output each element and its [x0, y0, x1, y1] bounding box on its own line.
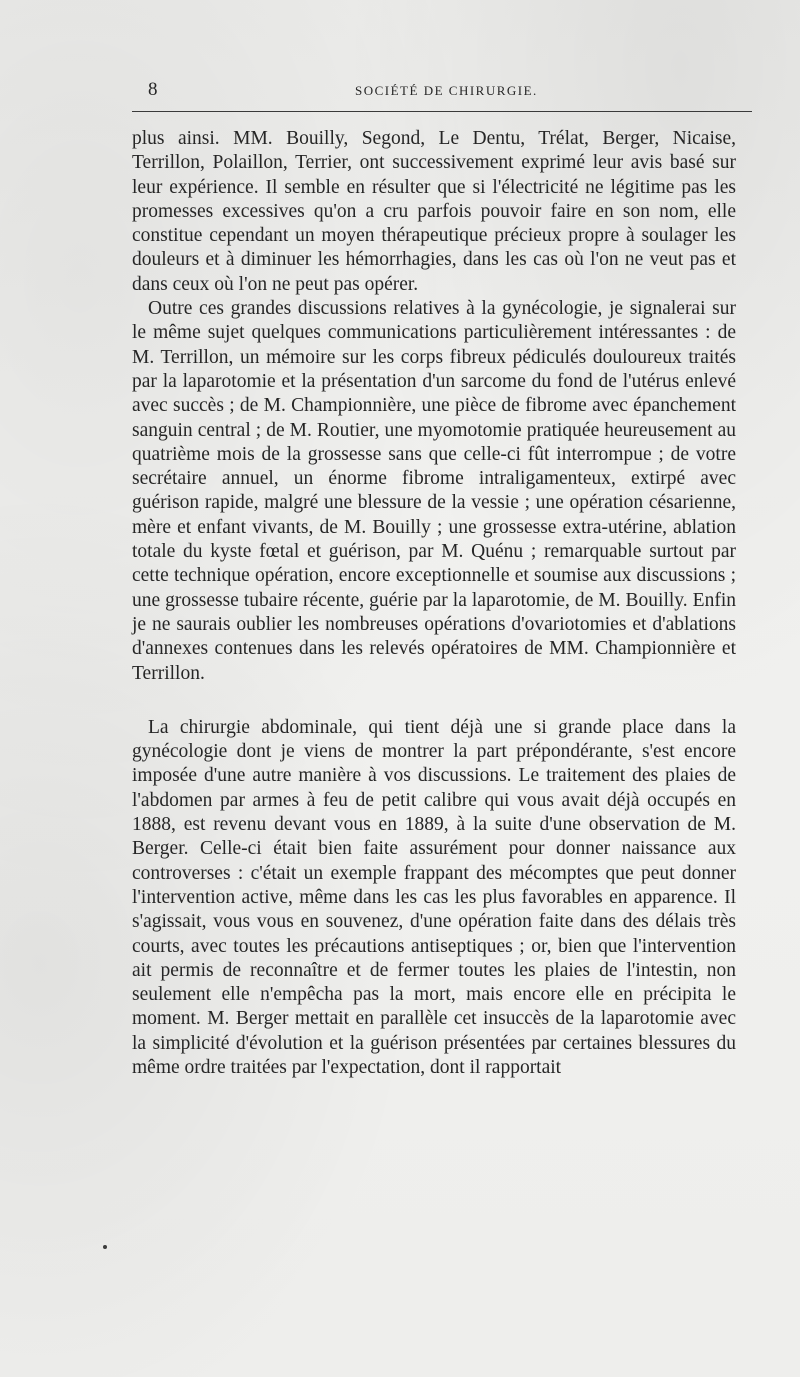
body-text — [132, 127, 736, 1080]
paragraph-gynecology-communications: Outre ces grandes discussions relatives à la gynécologie, je signalerai sur le même sujet quelques communications particulièrement intéressantes : de M. Terrillon, un mémoire sur les corps fibreux pédiculés douloureux traités par la laparotomie et la présentation d'un sarcome du fond de l'utérus enlevé avec succès ; de M. Championnière, une pièce de fibrome avec épanchement sanguin central ; de M. Routier, une myomotomie pratiquée heureusement au quatrième mois de la grossesse sans que celle-ci fût interrompue ; de votre secrétaire annuel, un énorme fibrome intraligamenteux, extirpé avec guérison rapide, malgré une blessure de la vessie ; une opération césarienne, mère et enfant vivants, de M. Bouilly ; une grossesse extra-utérine, ablation totale du kyste fœtal et guérison, par M. Quénu ; remarquable surtout par cette technique opération, encore exceptionnelle et soumise aux discussions ; une grossesse tubaire récente, guérie par la laparotomie, de M. Bouilly. Enfin je ne saurais oublier les nombreuses opérations d'ovariotomies et d'ablations d'annexes contenues dans les relevés opératoires de MM. Championnière et Terrillon. — [132, 298, 736, 684]
header-rule — [132, 111, 752, 112]
ink-speck — [103, 1245, 107, 1249]
paragraph-continuation: plus ainsi. MM. Bouilly, Segond, Le Dentu, Trélat, Berger, Nicaise, Terrillon, Polaillon, Terrier, ont successivement exprimé leur avis basé sur leur expérience. Il semble en résulter que si l'électricité ne légitime pas les promesses excessives qu'on a cru parfois pouvoir faire en son nom, elle constitue cependant un moyen thérapeutique précieux propre à soulager les douleurs et à diminuer les hémorrhagies, dans les cas où l'on ne veut pas et dans ceux où l'on ne peut pas opérer. — [132, 128, 736, 295]
paragraph-abdominal-surgery: La chirurgie abdominale, qui tient déjà une si grande place dans la gynécologie dont je viens de montrer la part prépondérante, s'est encore imposée d'une autre manière à vos discussions. Le traitement des plaies de l'abdomen par armes à feu de petit calibre qui vous avait déjà occupés en 1888, est revenu devant vous en 1889, à la suite d'une observation de M. Berger. Celle-ci était bien faite assurément pour donner naissance aux controverses : c'était un exemple frappant des mécomptes que peut donner l'intervention active, même dans les cas les plus favorables en apparence. Il s'agissait, vous vous en souvenez, d'une opération faite dans des délais très courts, avec toutes les précautions antiseptiques ; or, bien que l'intervention ait permis de reconnaître et de fermer toutes les plaies de l'intestin, non seulement elle n'empêcha pas la mort, mais encore elle en précipita le moment. M. Berger mettait en parallèle cet insuccès de la laparotomie avec la simplicité d'évolution et la guérison présentées par certaines blessures du même ordre traitées par l'expectation, dont il rapportait — [132, 716, 736, 1078]
running-head: SOCIÉTÉ DE CHIRURGIE. — [355, 83, 538, 98]
page-header — [148, 78, 752, 104]
page-number: 8 — [148, 79, 158, 100]
